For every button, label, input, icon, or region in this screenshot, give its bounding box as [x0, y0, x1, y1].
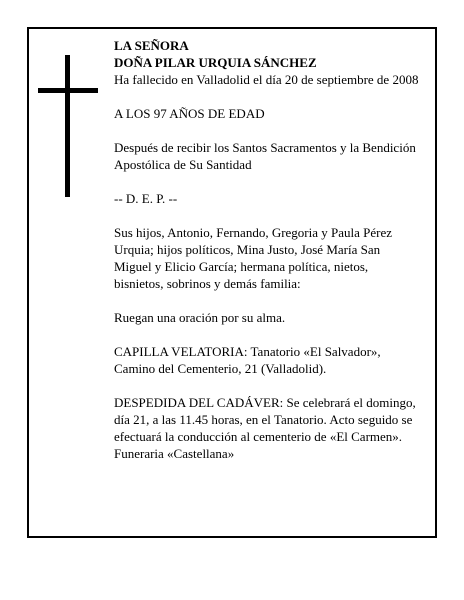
cross-icon — [38, 55, 98, 197]
family-list: Sus hijos, Antonio, Fernando, Gregoria y Paula Pérez Urquia; hijos políticos, Mina Justo, José María San Miguel y Elicio García; hermana política, nietos, bisnietos, sobrinos y demás familia: — [114, 225, 393, 291]
cross-vertical-bar — [65, 55, 70, 197]
title-line-1: LA SEÑORA — [114, 38, 189, 53]
farewell-info: DESPEDIDA DEL CADÁVER: Se celebrará el domingo, día 21, a las 11.45 horas, en el Tanatorio. Acto seguido se efectuará la conducción al cementerio de «El Carmen». — [114, 395, 416, 444]
sacraments-statement: Después de recibir los Santos Sacramentos y la Bendición Apostólica de Su Santidad — [114, 140, 416, 172]
prayer-request: Ruegan una oración por su alma. — [114, 310, 286, 325]
chapel-info: CAPILLA VELATORIA: Tanatorio «El Salvador», Camino del Cementerio, 21 (Valladolid). — [114, 344, 381, 376]
deceased-name: DOÑA PILAR URQUIA SÁNCHEZ — [114, 55, 317, 70]
death-statement: Ha fallecido en Valladolid el día 20 de septiembre de 2008 — [114, 72, 419, 87]
obituary-text — [114, 37, 419, 462]
funeral-home: Funeraria «Castellana» — [114, 446, 235, 461]
rip-line: -- D. E. P. -- — [114, 191, 178, 206]
cross-horizontal-bar — [38, 88, 98, 93]
age-statement: A LOS 97 AÑOS DE EDAD — [114, 106, 265, 121]
